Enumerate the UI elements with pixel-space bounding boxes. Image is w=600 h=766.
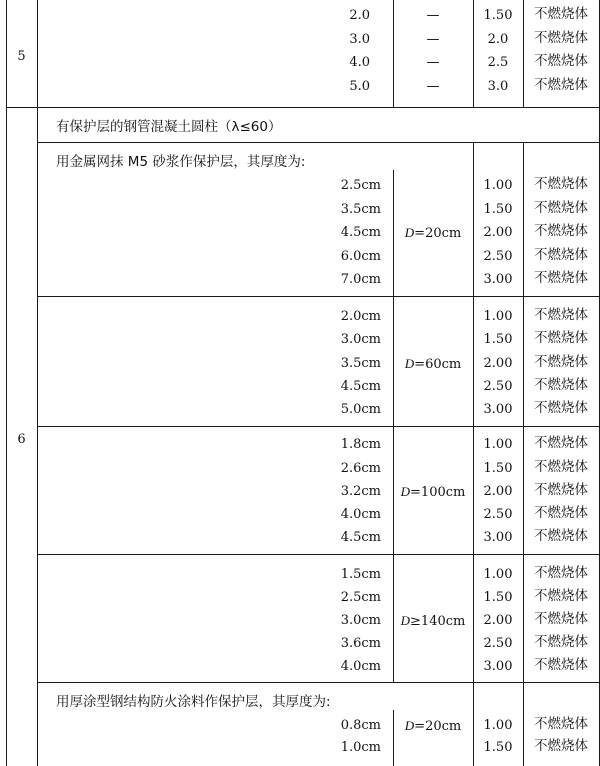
group-divider [37, 426, 599, 427]
dimension-variable: D [404, 225, 415, 240]
thickness-value: 4.5cm [340, 225, 381, 240]
column-dimension [393, 719, 473, 733]
rating-value: 不燃烧体 [534, 738, 588, 754]
dimension-value: =20cm [414, 719, 462, 734]
thickness-value: 3.5cm [340, 356, 381, 371]
thickness-value: 6.0cm [340, 249, 381, 264]
rating-value: 不燃烧体 [534, 528, 588, 544]
fire-limit-value: 2.00 [483, 356, 513, 371]
fire-limit-value: 1.00 [483, 567, 513, 582]
thickness-value: 2.0cm [340, 309, 381, 324]
row-number: 5 [17, 49, 26, 64]
thickness-value: 7.0cm [340, 272, 381, 287]
rating-value: 不燃烧体 [534, 270, 588, 286]
thickness-value: 4.0cm [340, 507, 381, 522]
fire-limit-value: 2.50 [483, 249, 513, 264]
thickness-value: 3.0 [349, 32, 370, 47]
thickness-value: 5.0 [349, 79, 370, 94]
fire-limit-value: 2.00 [483, 484, 513, 499]
thickness-value: 2.6cm [340, 461, 381, 476]
thickness-value: 5.0cm [340, 402, 381, 417]
fire-limit-value: 1.50 [483, 8, 513, 23]
rating-value: 不燃烧体 [534, 223, 588, 239]
thickness-value: 3.0cm [340, 613, 381, 628]
dimension-value: — [426, 8, 440, 23]
fire-limit-value: 1.50 [483, 332, 513, 347]
thickness-value: 4.5cm [340, 379, 381, 394]
column-dimension [393, 485, 473, 499]
fire-limit-value: 2.00 [483, 613, 513, 628]
table-border-left [6, 0, 7, 766]
rating-value: 不燃烧体 [534, 565, 588, 581]
thickness-value: 0.8cm [340, 718, 381, 733]
rating-value: 不燃烧体 [534, 247, 588, 263]
fire-limit-value: 2.00 [483, 225, 513, 240]
thickness-value: 2.5cm [340, 590, 381, 605]
thickness-value: 2.5cm [340, 178, 381, 193]
fire-limit-value: 2.0 [487, 32, 509, 47]
rating-value: 不燃烧体 [534, 30, 588, 46]
column-dimension [393, 226, 473, 240]
rating-value: 不燃烧体 [534, 505, 588, 521]
group-note: 用金属网抹 M5 砂浆作保护层，其厚度为: [56, 154, 306, 170]
dimension-value: ≥140cm [410, 614, 466, 629]
rating-value: 不燃烧体 [534, 330, 588, 346]
row-number: 6 [17, 432, 26, 447]
rating-value: 不燃烧体 [534, 176, 588, 192]
fire-limit-value: 2.50 [483, 636, 513, 651]
column-dimension [393, 357, 473, 371]
fire-limit-value: 2.5 [487, 55, 509, 70]
rating-value: 不燃烧体 [534, 588, 588, 604]
heading-divider [37, 142, 599, 143]
thickness-value: 1.8cm [340, 437, 381, 452]
rating-value: 不燃烧体 [534, 482, 588, 498]
fire-limit-value: 1.00 [483, 178, 513, 193]
dimension-variable: D [404, 718, 415, 733]
dimension-value: — [426, 55, 440, 70]
fire-limit-value: 3.00 [483, 659, 513, 674]
fire-limit-value: 1.50 [483, 740, 513, 755]
rating-value: 不燃烧体 [534, 6, 588, 22]
thickness-value: 4.0cm [340, 659, 381, 674]
thickness-value: 3.0cm [340, 332, 381, 347]
fire-limit-value: 3.00 [483, 272, 513, 287]
fire-limit-value: 1.50 [483, 590, 513, 605]
dimension-variable: D [400, 613, 411, 628]
group-divider [37, 554, 599, 555]
rating-value: 不燃烧体 [534, 377, 588, 393]
thickness-value: 3.6cm [340, 636, 381, 651]
fire-limit-value: 1.00 [483, 437, 513, 452]
dimension-value: =60cm [414, 357, 462, 372]
rating-value: 不燃烧体 [534, 77, 588, 93]
rating-value: 不燃烧体 [534, 435, 588, 451]
dimension-variable: D [400, 484, 411, 499]
rating-value: 不燃烧体 [534, 53, 588, 69]
fire-limit-value: 3.00 [483, 530, 513, 545]
rating-value: 不燃烧体 [534, 716, 588, 732]
thickness-value: 3.2cm [340, 484, 381, 499]
rating-value: 不燃烧体 [534, 611, 588, 627]
fire-limit-value: 1.00 [483, 718, 513, 733]
group-divider [37, 682, 599, 683]
thickness-value: 2.0 [349, 8, 370, 23]
fire-limit-value: 3.0 [487, 79, 509, 94]
dimension-value: — [426, 79, 440, 94]
row-divider [6, 107, 599, 108]
rating-value: 不燃烧体 [534, 200, 588, 216]
column-dimension [393, 614, 473, 628]
thickness-value: 1.0cm [340, 740, 381, 755]
fire-limit-value: 1.00 [483, 309, 513, 324]
thickness-value: 1.5cm [340, 567, 381, 582]
group-divider [37, 296, 599, 297]
rating-value: 不燃烧体 [534, 634, 588, 650]
thickness-value: 3.5cm [340, 202, 381, 217]
dimension-value: =100cm [410, 485, 466, 500]
fire-limit-value: 2.50 [483, 379, 513, 394]
group-note: 用厚涂型钢结构防火涂料作保护层，其厚度为: [56, 694, 331, 710]
rating-value: 不燃烧体 [534, 307, 588, 323]
fire-limit-value: 3.00 [483, 402, 513, 417]
column-divider-no [37, 0, 38, 766]
fire-limit-value: 2.50 [483, 507, 513, 522]
fire-limit-value: 1.50 [483, 202, 513, 217]
thickness-value: 4.0 [349, 55, 370, 70]
rating-value: 不燃烧体 [534, 657, 588, 673]
thickness-value: 4.5cm [340, 530, 381, 545]
section-heading: 有保护层的钢管混凝土圆柱（λ≤60） [56, 119, 282, 135]
rating-value: 不燃烧体 [534, 354, 588, 370]
dimension-value: — [426, 32, 440, 47]
rating-value: 不燃烧体 [534, 400, 588, 416]
fire-limit-value: 1.50 [483, 461, 513, 476]
dimension-variable: D [404, 356, 415, 371]
dimension-value: =20cm [414, 226, 462, 241]
rating-value: 不燃烧体 [534, 459, 588, 475]
